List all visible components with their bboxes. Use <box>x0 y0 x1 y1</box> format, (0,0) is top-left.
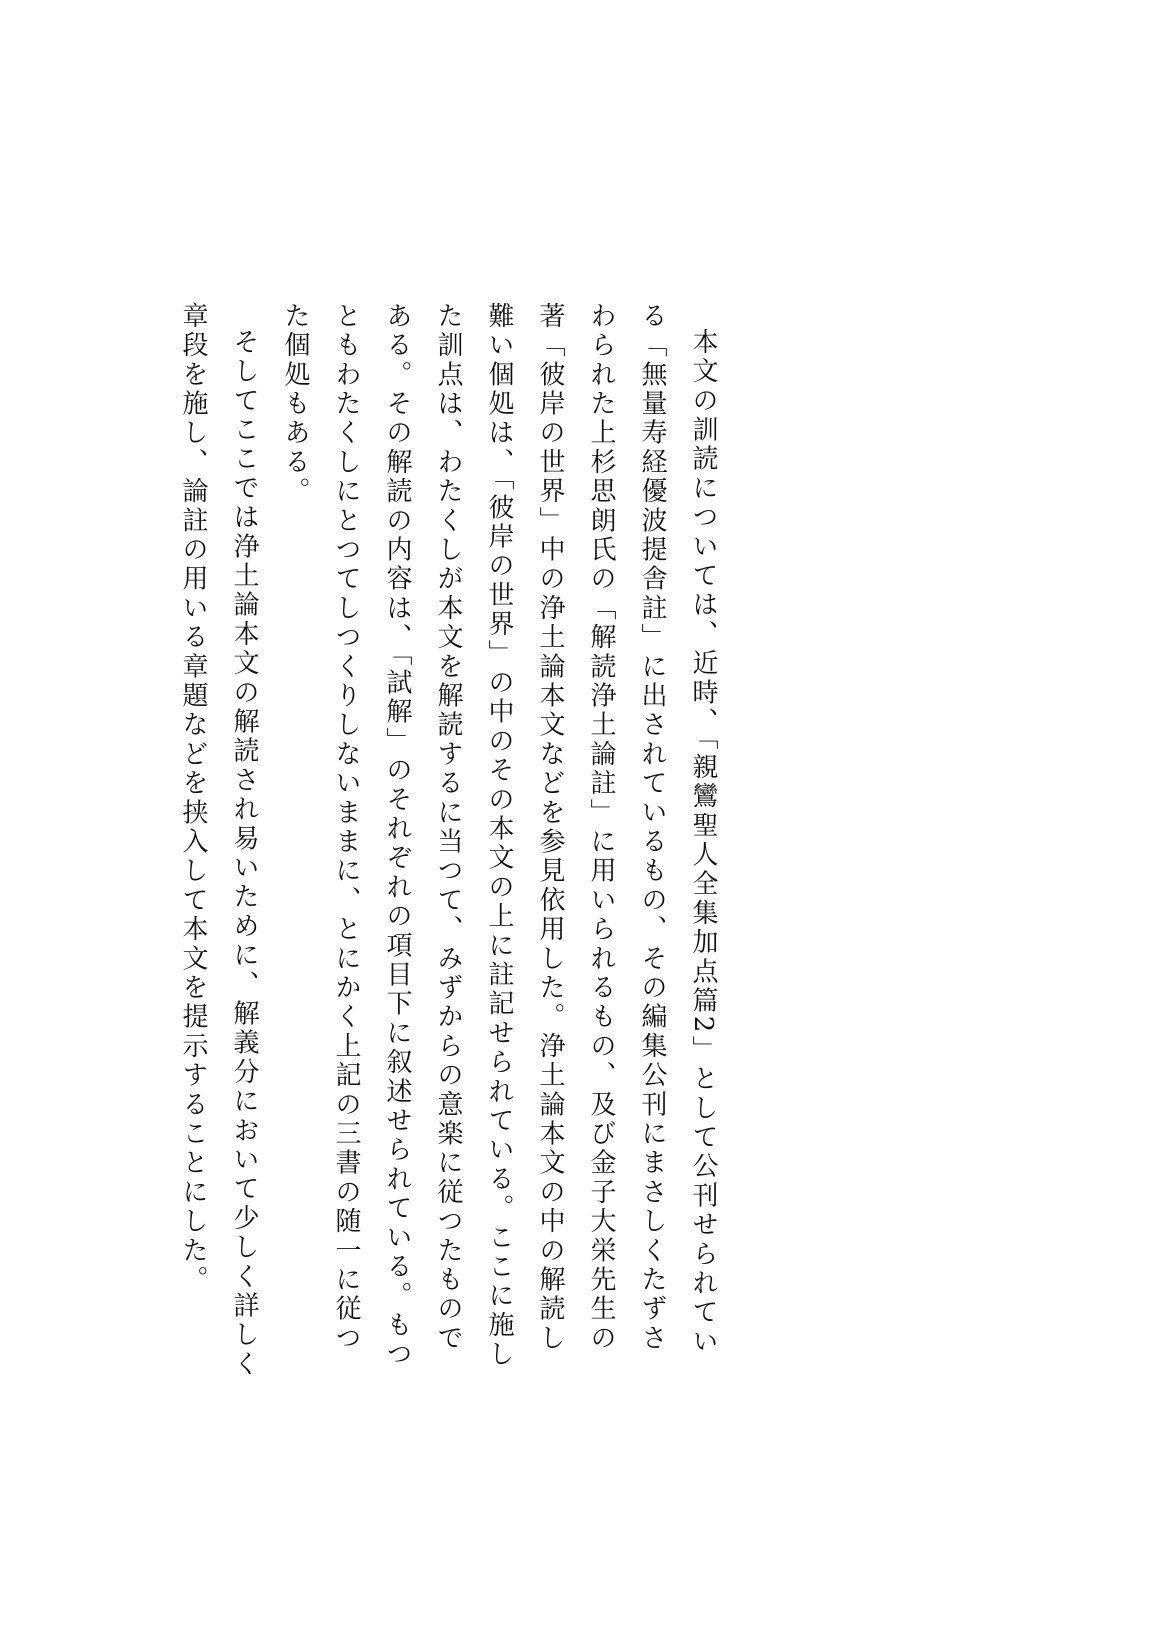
paragraph-presentation-note: そしてここでは浄土論本文の解読され易いために、解義分において少しく詳しく章段を施し、論註の用いる章題などを挟入して本文を提示することにした。 <box>178 302 259 1380</box>
paragraph-reading-notes: 本文の訓読については、近時、「親鸞聖人全集加点篇2」として公刊せられている「無量寿経優波提舎註」に出されているもの、その編集公刊にまさしくたずさわられた上杉思朗氏の「解読浄土論註」に用いられるもの、及び金子大栄先生の著「彼岸の世界」中の浄土論本文などを参見依用した。浄土論本文の中の解読し難い個処は、「彼岸の世界」の中のその本文の上に註記せられている。ここに施した訓点は、わたくしが本文を解読するに当つて、みずからの意楽に従つたものである。その解読の内容は、「試解」のそれぞれの項目下に叙述せられている。もつともわたくしにとつてしつくりしないままに、とにかく上記の三書の随一に従つた個処もある。 <box>280 302 718 1370</box>
body-text <box>167 302 728 1382</box>
